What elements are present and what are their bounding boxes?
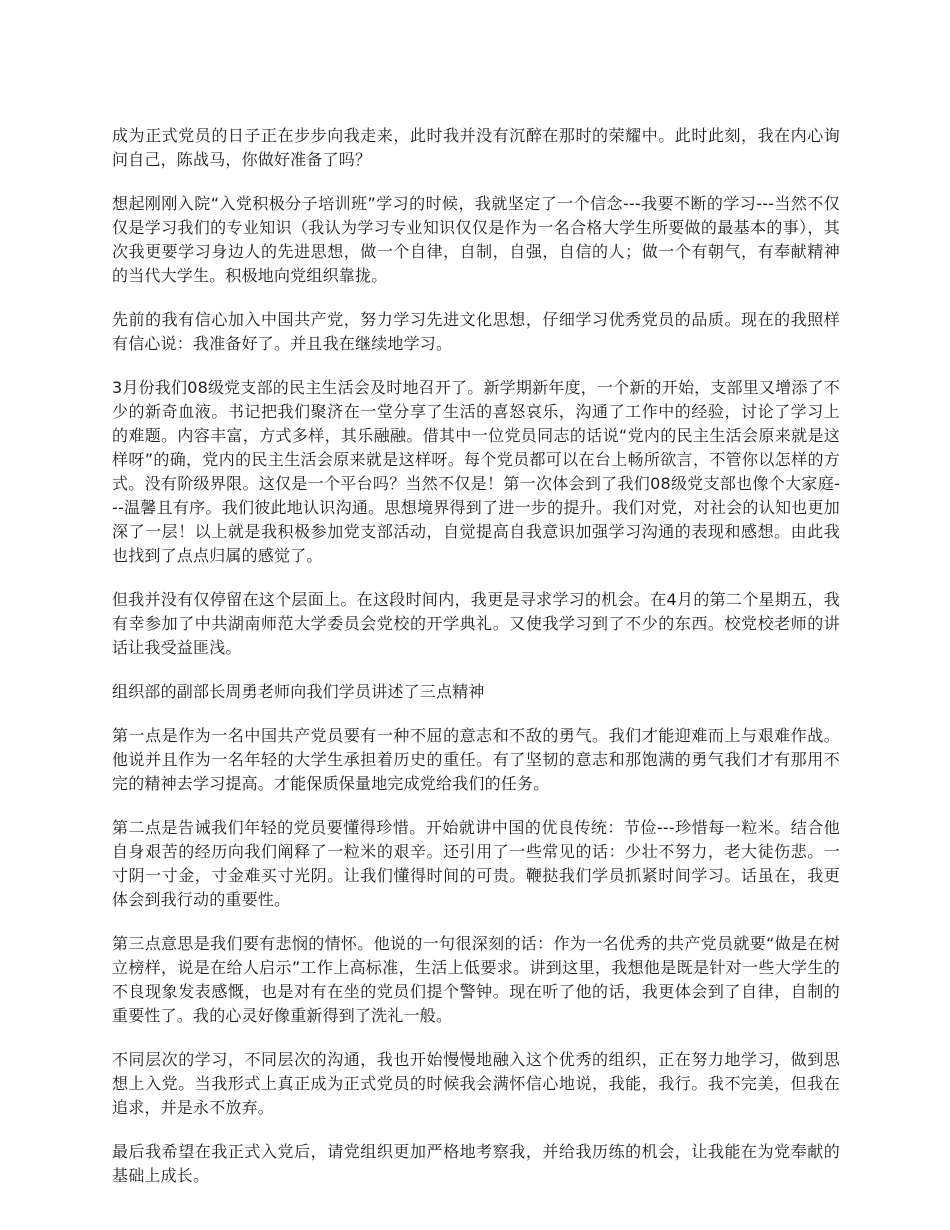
paragraph-5: 但我并没有仅停留在这个层面上。在这段时间内，我更是寻求学习的机会。在4月的第二个星期五，我有幸参加了中共湖南师范大学委员会党校的开学典礼。又使我学习到了不少的东西。校党校老师的讲话让我受益匪浅。 xyxy=(112,590,840,657)
paragraph-4: 3月份我们08级党支部的民主生活会及时地召开了。新学期新年度，一个新的开始，支部里又增添了不少的新奇血液。书记把我们聚济在一堂分享了生活的喜怒哀乐，沟通了工作中的经验，讨论了学习上的难题。内容丰富，方式多样，其乐融融。借其中一位党员同志的话说“党内的民主生活会原来就是这样呀”的确，党内的民主生活会原来就是这样呀。每个党员都可以在台上畅所欲言，不管你以怎样的方式。没有阶级界限。这仅是一个平台吗？当然不仅是！第一次体会到了我们08级党支部也像个大家庭---温馨且有序。我们彼此地认识沟通。思想境界得到了进一步的提升。我们对党，对社会的认知也更加深了一层！以上就是我积极参加党支部活动，自觉提高自我意识加强学习沟通的表现和感想。由此我也找到了点点归属的感觉了。 xyxy=(112,378,840,565)
paragraph-11: 最后我希望在我正式入党后，请党组织更加严格地考察我，并给我历练的机会，让我能在为党奉献的基础上成长。 xyxy=(112,1142,840,1185)
paragraph-7: 第一点是作为一名中国共产党员要有一种不屈的意志和不敌的勇气。我们才能迎难而上与艰难作战。他说并且作为一名年轻的大学生承担着历史的重任。有了坚韧的意志和那饱满的勇气我们才有那用不完的精神去学习提高。才能保质保量地完成党给我们的任务。 xyxy=(112,726,840,793)
document-body xyxy=(112,124,840,1208)
paragraph-10: 不同层次的学习，不同层次的沟通，我也开始慢慢地融入这个优秀的组织，正在努力地学习，做到思想上入党。当我形式上真正成为正式党员的时候我会满怀信心地说，我能，我行。我不完美，但我在追求，并是永不放弃。 xyxy=(112,1050,840,1117)
paragraph-6: 组织部的副部长周勇老师向我们学员讲述了三点精神 xyxy=(112,682,485,701)
paragraph-1: 成为正式党员的日子正在步步向我走来，此时我并没有沉醉在那时的荣耀中。此时此刻，我在内心询问自己，陈战马，你做好准备了吗？ xyxy=(112,126,840,169)
paragraph-3: 先前的我有信心加入中国共产党，努力学习先进文化思想，仔细学习优秀党员的品质。现在的我照样有信心说：我准备好了。并且我在继续地学习。 xyxy=(112,310,840,353)
paragraph-2: 想起刚刚入院“入党积极分子培训班”学习的时候，我就坚定了一个信念---我要不断的学习---当然不仅仅是学习我们的专业知识（我认为学习专业知识仅仅是作为一名合格大学生所要做的最基本的事），其次我更要学习身边人的先进思想，做一个自律，自制，自强，自信的人；做一个有朝气，有奉献精神的当代大学生。积极地向党组织靠拢。 xyxy=(112,194,840,285)
paragraph-9: 第三点意思是我们要有悲悯的情怀。他说的一句很深刻的话：作为一名优秀的共产党员就要“做是在树立榜样，说是在给人启示”工作上高标准，生活上低要求。讲到这里，我想他是既是针对一些大学生的不良现象发表感慨，也是对有在坐的党员们提个警钟。现在听了他的话，我更体会到了自律，自制的重要性了。我的心灵好像重新得到了洗礼一般。 xyxy=(112,934,840,1025)
paragraph-8: 第二点是告诫我们年轻的党员要懂得珍惜。开始就讲中国的优良传统：节俭---珍惜每一粒米。结合他自身艰苦的经历向我们阐释了一粒米的艰辛。还引用了一些常见的话：少壮不努力，老大徒伤悲。一寸阴一寸金，寸金难买寸光阴。让我们懂得时间的可贵。鞭挞我们学员抓紧时间学习。话虽在，我更体会到我行动的重要性。 xyxy=(112,818,840,909)
